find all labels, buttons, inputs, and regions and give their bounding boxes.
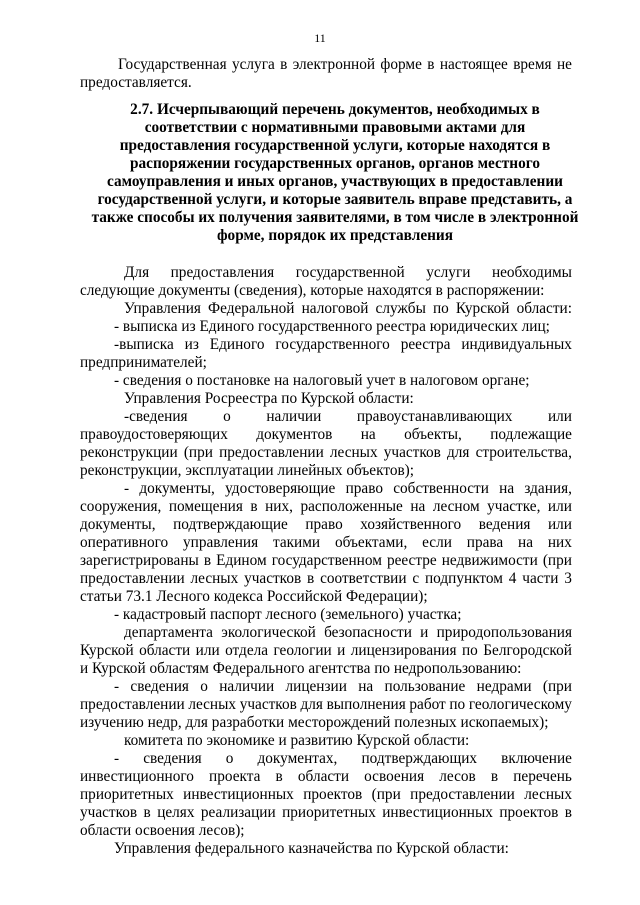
paragraph-line: комитета по экономике и развитию Курской области: bbox=[124, 732, 470, 749]
word: в bbox=[275, 768, 283, 785]
word: Управления bbox=[124, 300, 201, 317]
word: целях bbox=[157, 804, 195, 821]
word: в bbox=[564, 804, 572, 821]
word: или bbox=[547, 408, 572, 425]
word: геологии bbox=[273, 642, 332, 659]
word: и bbox=[420, 624, 429, 641]
word: реестра bbox=[400, 336, 451, 353]
word: участке, bbox=[487, 498, 541, 515]
paragraph-line: и Курской областям Федерального агентства по недропользованию: bbox=[80, 660, 522, 677]
word: в bbox=[250, 498, 258, 515]
word: инвестиционных bbox=[382, 804, 493, 821]
word: или bbox=[195, 642, 220, 659]
word: подтверждающих bbox=[361, 750, 478, 767]
list-item-line bbox=[80, 768, 572, 786]
word: на bbox=[358, 678, 374, 695]
word: области bbox=[139, 642, 191, 659]
list-item-line bbox=[124, 408, 572, 426]
word: (при bbox=[371, 786, 401, 803]
word: государственной bbox=[295, 264, 405, 281]
word: инвестиционного bbox=[80, 768, 194, 785]
paragraph-line bbox=[124, 300, 572, 318]
word: лицензирования bbox=[350, 642, 457, 659]
word: геологическому bbox=[468, 696, 572, 713]
word: хозяйственного bbox=[360, 516, 462, 533]
word: работ bbox=[409, 696, 446, 713]
paragraph-line: следующие документы (сведения), которые находятся в распоряжении: bbox=[80, 282, 545, 299]
word: лесных bbox=[190, 570, 239, 587]
word: предоставлении bbox=[410, 786, 515, 803]
paragraph-line: Управления федерального казначейства по Курской области: bbox=[114, 840, 509, 857]
word: или bbox=[547, 498, 572, 515]
word: о bbox=[223, 408, 231, 425]
section-heading-line: также способы их получения заявителями, в том числе в электронной bbox=[91, 209, 579, 226]
word: о bbox=[200, 678, 208, 695]
list-item-line: изучению недр, для разработки месторождений полезных ископаемых); bbox=[80, 714, 549, 731]
list-item-line: статьи 73.1 Лесного кодекса Российской Федерации); bbox=[80, 588, 428, 605]
word: услуги bbox=[426, 264, 471, 281]
word: лесных bbox=[329, 444, 378, 461]
word: в bbox=[307, 570, 315, 587]
word: лесных bbox=[524, 786, 572, 803]
word: право bbox=[345, 480, 383, 497]
word: на bbox=[360, 426, 376, 443]
word: удостоверяющие bbox=[225, 480, 336, 497]
paragraph-line bbox=[124, 264, 572, 282]
word: для bbox=[447, 444, 470, 461]
word: освоения bbox=[364, 768, 425, 785]
word: по bbox=[461, 642, 478, 659]
word: реализации bbox=[200, 804, 276, 821]
word: здания, bbox=[524, 480, 572, 497]
word: необходимы bbox=[491, 264, 572, 281]
word: права bbox=[466, 534, 504, 551]
list-item-line bbox=[80, 552, 572, 570]
word: участков bbox=[239, 696, 297, 713]
word: соответствии bbox=[320, 570, 407, 587]
list-item-line bbox=[80, 570, 572, 588]
list-item-line bbox=[80, 786, 572, 804]
word: право bbox=[305, 516, 343, 533]
word: включение bbox=[501, 750, 572, 767]
page-number: 11 bbox=[314, 31, 326, 45]
word: в bbox=[280, 56, 288, 73]
word: в bbox=[143, 804, 151, 821]
word: документы, bbox=[139, 480, 215, 497]
section-heading-line: самоуправления и иных органов, участвующих в предоставлении bbox=[106, 173, 563, 190]
paragraph-line bbox=[80, 642, 572, 660]
word: Курской bbox=[455, 300, 510, 317]
word: и bbox=[337, 642, 346, 659]
list-item-line bbox=[114, 678, 572, 696]
word: государственного bbox=[275, 336, 390, 353]
list-item-line bbox=[80, 426, 572, 444]
word: предоставлении bbox=[80, 696, 185, 713]
word: 3 bbox=[564, 570, 572, 587]
word: (при bbox=[542, 552, 572, 569]
word: природопользования bbox=[436, 624, 572, 641]
word: подлежащие bbox=[490, 426, 572, 443]
list-item-line: - кадастровый паспорт лесного (земельного) участка; bbox=[114, 606, 462, 623]
list-item-line bbox=[80, 534, 572, 552]
word: строительства, bbox=[475, 444, 572, 461]
list-item-line: - выписка из Единого государственного реестра юридических лиц; bbox=[114, 318, 550, 335]
word: на bbox=[518, 534, 534, 551]
word: участков bbox=[383, 444, 441, 461]
word: настоящее bbox=[439, 56, 508, 73]
word: лицензии bbox=[285, 678, 347, 695]
word: сведения bbox=[130, 678, 189, 695]
list-item-line: - сведения о постановке на налоговый учет в налоговом органе; bbox=[114, 372, 530, 389]
word: лесных bbox=[188, 696, 237, 713]
word: такими bbox=[272, 534, 321, 551]
paragraph-line bbox=[124, 624, 572, 642]
word: Белгородской bbox=[483, 642, 572, 659]
word: государственном bbox=[271, 552, 382, 569]
word: -выписка bbox=[114, 336, 174, 353]
word: безопасности bbox=[324, 624, 412, 641]
word: не bbox=[556, 56, 572, 73]
word: области bbox=[297, 768, 350, 785]
word: сведения bbox=[143, 750, 202, 767]
word: собственности bbox=[393, 480, 489, 497]
word: проектов bbox=[499, 804, 559, 821]
word: Едином bbox=[216, 552, 267, 569]
word: - bbox=[124, 480, 130, 497]
word: участков bbox=[80, 804, 138, 821]
word: - bbox=[114, 750, 120, 767]
list-item-line bbox=[80, 444, 572, 462]
word: или bbox=[547, 516, 572, 533]
word: инвестиционных bbox=[183, 786, 294, 803]
word: Государственная bbox=[118, 56, 227, 73]
word: - bbox=[114, 678, 120, 695]
section-heading-line: предоставления государственной услуги, которые находятся в bbox=[119, 137, 551, 154]
word: приоритетных bbox=[80, 786, 174, 803]
word: отдела bbox=[225, 642, 269, 659]
section-heading-line: 2.7. Исчерпывающий перечень документов, необходимых в bbox=[130, 101, 540, 118]
list-item-line bbox=[80, 498, 572, 516]
word: форме bbox=[380, 56, 422, 73]
list-item-line bbox=[124, 480, 572, 498]
word: Для bbox=[124, 264, 150, 281]
word: в bbox=[427, 56, 435, 73]
word: них, bbox=[265, 498, 293, 515]
list-item-line: реконструкции, эксплуатации линейных объектов); bbox=[80, 462, 415, 479]
word: экологической bbox=[221, 624, 316, 641]
word: на bbox=[410, 498, 426, 515]
word: индивидуальных bbox=[461, 336, 572, 353]
word: на bbox=[499, 480, 515, 497]
list-item-line: области освоения лесов); bbox=[80, 822, 245, 839]
word: из bbox=[184, 336, 199, 353]
word: Федеральной bbox=[208, 300, 295, 317]
word: о bbox=[225, 750, 234, 767]
word: услуга bbox=[231, 56, 275, 73]
word: 4 bbox=[508, 570, 517, 587]
word: с bbox=[412, 570, 420, 587]
word: них bbox=[547, 534, 572, 551]
word: Курской bbox=[80, 642, 134, 659]
word: объекты, bbox=[404, 426, 462, 443]
word: недрами bbox=[476, 678, 532, 695]
word: проектов bbox=[303, 786, 363, 803]
section-heading-line: распоряжении государственных органов, органов местного bbox=[130, 155, 540, 172]
paragraph-line: Управления Росреестра по Курской области: bbox=[124, 390, 414, 407]
word: выполнения bbox=[326, 696, 406, 713]
word: предоставлении bbox=[219, 444, 324, 461]
word: участков bbox=[244, 570, 302, 587]
word: приоритетных bbox=[282, 804, 376, 821]
word: реконструкции bbox=[80, 444, 178, 461]
word: налоговой bbox=[301, 300, 369, 317]
word: лесном bbox=[432, 498, 480, 515]
word: время bbox=[513, 56, 552, 73]
word: пользование bbox=[384, 678, 466, 695]
word: предоставлении bbox=[80, 570, 185, 587]
word: если bbox=[422, 534, 452, 551]
word: перечень bbox=[513, 768, 572, 785]
word: реестре bbox=[386, 552, 437, 569]
section-heading-line: форме, порядок их представления bbox=[216, 227, 454, 244]
list-item-line bbox=[114, 336, 572, 354]
list-item-line bbox=[80, 696, 572, 714]
word: -сведения bbox=[124, 408, 188, 425]
word: сооружения, bbox=[80, 498, 162, 515]
section-heading-line: государственной услуги, и которые заявитель вправе представить, а bbox=[97, 191, 573, 208]
intro-line-1 bbox=[118, 56, 572, 74]
word: наличии bbox=[266, 408, 322, 425]
word: подпунктом bbox=[425, 570, 503, 587]
word: электронной bbox=[292, 56, 376, 73]
word: расположенные bbox=[300, 498, 403, 515]
word: правоудостоверяющих bbox=[80, 426, 228, 443]
word: (при bbox=[183, 444, 213, 461]
word: в bbox=[490, 768, 499, 785]
word: управления bbox=[182, 534, 259, 551]
word: по bbox=[432, 300, 449, 317]
section-heading-line: соответствии с нормативными правовыми актами для bbox=[144, 119, 526, 136]
word: зарегистрированы bbox=[80, 552, 199, 569]
word: наличии bbox=[219, 678, 275, 695]
word: части bbox=[522, 570, 559, 587]
word: объектами, bbox=[334, 534, 408, 551]
word: службы bbox=[375, 300, 426, 317]
word: в bbox=[203, 552, 212, 569]
word: проекта bbox=[209, 768, 261, 785]
intro-line-2: предоставляется. bbox=[80, 74, 192, 91]
word: по bbox=[449, 696, 466, 713]
word: правоустанавливающих bbox=[356, 408, 513, 425]
word: помещения bbox=[168, 498, 243, 515]
list-item-line bbox=[80, 804, 572, 822]
word: департамента bbox=[124, 624, 213, 641]
word: предоставления bbox=[170, 264, 275, 281]
word: оперативного bbox=[80, 534, 169, 551]
list-item-line: предпринимателей; bbox=[80, 354, 207, 371]
word: подтверждающие bbox=[173, 516, 288, 533]
word: лесов bbox=[439, 768, 476, 785]
word: документы, bbox=[80, 516, 156, 533]
word: (при bbox=[542, 678, 572, 695]
word: Единого bbox=[209, 336, 265, 353]
list-item-line bbox=[114, 750, 572, 768]
word: документах, bbox=[257, 750, 338, 767]
word: ведения bbox=[478, 516, 531, 533]
word: недвижимости bbox=[441, 552, 538, 569]
word: документов bbox=[256, 426, 333, 443]
word: области: bbox=[516, 300, 572, 317]
list-item-line bbox=[80, 516, 572, 534]
word: для bbox=[300, 696, 323, 713]
